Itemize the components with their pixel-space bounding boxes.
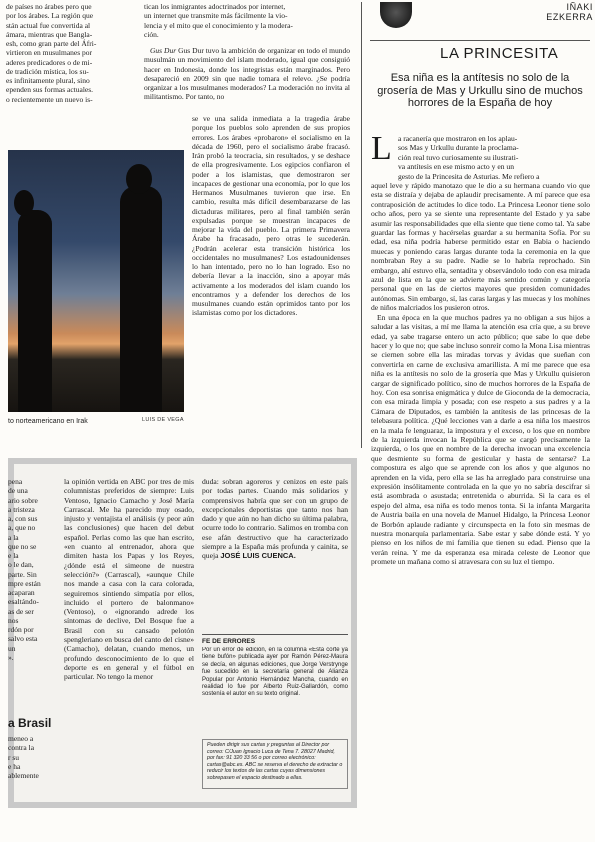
dropcap: L [371,130,392,167]
letters-col0-line: esaltándo- [8,597,39,607]
letters-col0-bottom-line: ablemente [8,771,39,780]
left-article-line: es infinitamente plural, sino [6,76,90,85]
letter-continuation: duda: sobran agoreros y cenizos en este país por todas partes. Cuando más solidarios y comprensivos habría que ser con un grupo de excepcionales deportistas que tanto nos han dado y que aún no han dicho su última palabra, ocurre todo lo contrario. Salimos en tromba con ese afán destructivo que ha caracterizado siempre a la España más profunda y cainita, se queja [202,477,348,561]
photo-caption: to norteamericano en Irak [8,418,88,425]
letters-col0-bottom-line: r su [8,752,20,762]
author-last-name: EZKERRA [546,12,593,22]
section-title: LA PRINCESITA [440,45,559,62]
author-byline [513,2,593,22]
right-article-intro-line: va antítesis en ese mismo acto y en un [398,162,514,172]
letters-col0-line: e la [8,551,19,560]
letters-col0-line: salvo esta [8,634,38,644]
left-article-col2-p2: Gus Dur Gus Dur tuvo la ambición de organizar en todo el mundo musulmán un movimiento del islam moderado, igual que consiguió hacer en Indonesia, donde los integristas están marginados. Pero desapareció en 2009 sin que nadie tomara el relevo. ¿Se podría organizar a los musulmanes moderados? La moderación no invita al militantismo. Por tanto, no [144,46,350,102]
errata-text [202,647,348,735]
left-article-col2-p3 [192,114,350,432]
left-article-col2-top [144,2,350,50]
letters-info-box [202,739,348,789]
letters-col0-line: ». [8,652,14,662]
arab-paragraph: se ve una salida inmediata a la tragedia árabe porque los pueblos solo aprenden de sus propios errores. Los árabes «probaron» el socialismo en la década de 1960, pero el socialismo árabe fracasó. Irán probó la teocracia, sin resultados, y se deshace de ella progresivamente. Los egipcios confiaron el poder a los islamistas, que demostraron ser incapaces de gestionar una economía, por lo que los Hermanos Musulmanes tuvieron que irse. En cambio, resulta más difícil desembarazarse de las dictaduras militares, pero al final también serán expulsadas porque se muestran incapaces de mejorar la vida del pueblo. La primera Primavera Árabe ha fracasado, pero otras le sucederán. ¿Podrán acelerar esta transición histórica los occidentales no musulmanes? Los estadounidenses lo han intentado, pero no lo han logrado. Eso no debería llevar a la inacción, sino a apoyar más activamente a los moderados del islam cuando los encontramos y a defender los derechos de los musulmanes cuando están oprimidos tanto por los islamistas como por los dictadores. [192,114,350,318]
article-subhead: Esa niña es la antítesis no solo de la grosería de Mas y Urkullu sino de muchos horrores de la España de hoy [377,72,583,109]
letters-col0-line: mpre están [8,578,41,588]
left-article-line: de tradición mística, los su- [6,66,89,76]
letters-col0-line: nos [8,615,19,625]
gusdur-paragraph: Gus Dur tuvo la ambición de organizar en todo el mundo musulmán un movimiento del islam moderado, igual que consiguió hacer en Indonesia, donde los integristas están marginados. Pero desapareció en 2009 sin que nadie tomara el relevo. ¿Se podría organizar a los musulmanes moderados? La moderación no invita al militantismo. Por tanto, no [144,46,350,102]
letters-col2 [202,477,348,625]
brasil-heading: a Brasil [8,716,52,730]
soldier-helmet-right [126,164,152,194]
left-article-line: o recientemente un nuevo is- [6,94,93,104]
left-article-line: esh, como gran parte del Áfri- [6,39,97,48]
letter-signature: JOSÉ LUIS CUENCA. [220,551,296,561]
letters-col0-line: de una [8,486,28,496]
right-article-intro-line: ción real tuvo curiosamente su ilustrati- [398,152,519,162]
letters-col0-line: a la [8,532,19,542]
header-rule [370,40,590,41]
right-article-paragraph-1: aquel leve y rápido manotazo que le dio a su hermana cuando vio que esta se distraía y dejaba de aplaudir precisamente. A mí parece que esa contraposición de actitudes lo dice todo. La Princesa Leonor tiene solo ocho años, pero ya se siente una representante del Estado y ya sabe asumir las responsabilidades que ella siente que tiene como tal. Ya sabe guardar las formas y hacérselas guardar a su hermanita Sofía. Por su edad, esa niña podría haberse permitido estar en Babia o haciendo muecas y poniendo caras largas durante toda la ceremonia en la que nombraban Rey a su padre. Nadie se lo habría reprochado. Sin embargo, ahí estuvo ella, sentadita y observándolo todo con esa mirada azul de lista en la que se advierte más sentido común y categoría personal que en las de ciertos mayores que presiden comunidades autónomas. Sin embargo, sí, las caras largas y las muecas y los mohínes de niños malcriados los pusieron otros. [371,181,590,313]
soldier-silhouette-right [120,186,162,412]
author-portrait [380,2,412,28]
letters-col0-line: ario sobre [8,495,38,505]
left-article-col1 [6,2,134,122]
letters-col0-bottom-line: e ha [8,761,21,771]
left-article-line: de países no árabes pero que [6,2,92,11]
right-article-body [371,181,590,825]
letters-col0 [8,477,56,713]
letters-col0-line: que no se [8,541,37,551]
letters-col0-bottom [8,734,56,794]
center-article-line: ción. [144,29,159,39]
letters-info-text: Pueden dirigir sus cartas y preguntas al Director por correo: C/Juan Ignacio Luca de Tena 7. 28027 Madrid, por fax: 91 320 33 56 o por correo electrónico: cartas@abc.es. ABC se reserva el derecho de extractar o reducir los textos de las cartas cuyas dimensiones sobrepasen el espacio destinado a ellas. [207,742,343,781]
letters-col1 [64,477,194,795]
right-article-paragraph-2: En una época en la que muchos padres ya no obligan a sus hijos a saludar a las visitas, a mí me llama la atención esa cría que, a su breve edad, ya sabe tragarse entero un acto público; que sabe lo que debe hacer y lo que no; que sabe incluso sonreír como la Mona Lisa mientras se ciernen sobre ella las miradas torvas y ávidas que sueñan con convertirla en carne de exclusiva amarillista. A mí me parece que esa niña es la antítesis no solo de la grosería que Mas y Urkullu quisieron cargar de significado político, sino de muchos horrores de la España de hoy. Con esa sonrisa enigmática y dulce de Gioconda de la democracia, con esa mirada limpia y posada; con ese respeto a sus padres y a la Cámara de Diputados, es también la antítesis de las princesas de la telebasura política. ¿Qué lecciones van a darle a esa niña los maestros en la mala fe lenguaraz, la impostura y el exceso, o los que en nombre de la izquierda invocan la República que se cargó precisamente la izquierda, o los que en nombre de la derecha invocan una excelencia que desmiente su forma de gesticular y hasta de sentarse? La compostura es algo que se aprende con los años y que algunos no aprenden en la vida, pero ella se las ha arreglado para construirse una expresión insólitamente controlada en la que yo no sabría descifrar si está asombrada o asustada; entretenida o aburrida. Si la cara es el espejo del alma, esa niña es todo menos tonta. Si la infanta Margarita de Austria baila en una novela de Manuel Hidalgo, la Princesa Leonor de Borbón aplaude radiante y circunspecta en la foto sin mesmas de nuestra monarquía parlamentaria. Sabe estar y sabe dónde está. Y yo pienso en los niños de mi familia que tienen su edad. Pienso que la verán reina. Y me da esperanza esa mirada celeste de Leonor que promete un mañana como si atravesara con su luz el tiempo. [371,312,590,567]
errata-paragraph: Por un error de edición, en la columna «Esta corte ya tiene bufón» publicada ayer por Ramón Pérez-Maura se decía, en algunas ediciones, que Jorge Verstrynge fue sucedido en la secretaría general de Alianza Popular por Antonio Hernández Mancha, cuando en realidad lo fue por Alberto Ruiz-Gallardón, como sostenía el autor en su texto original. [202,647,348,698]
right-article-intro-line: a racanería que mostraron en los aplau- [398,134,518,143]
center-article-line: un internet que transmite más fácilmente la vio- [144,11,288,21]
left-article-line: virtieron en musulmanes por [6,48,93,58]
soldier-helmet-left [14,190,34,216]
left-article-line: aderes predicadores o de mi- [6,57,93,67]
right-article-intro-line: gesto de la Princesita de Asturias. Me refiero a [398,171,540,181]
soldier-silhouette-left [18,210,52,412]
soldiers-photo [8,150,184,412]
letters-col0-line: o le dan, [8,560,34,570]
letters-col0-line: as de ser [8,606,34,616]
center-article-line: tican los inmigrantes adoctrinados por internet, [144,2,286,11]
letter-opinion: la opinión vertida en ABC por tres de mis columnistas preferidos de siempre: Luis Ventoso, Ignacio Camacho y José María Carrascal. Me ha parecido muy osado, injusto y ventajista el análisis (y peor aún las conclusiones) que hacen del debut español. Perlas como las que han escrito, «en cuanto al entrenador, ahora que dimiten hasta los Papas y los Reyes, ¿dónde está el simeone de nuestra selección?» (Carrascal), «aunque Chile nos mande a casa con la cara colorada, seguiremos sintiendo simpatía por ellos, incluido el portero de balonmano» (Ventoso), o «ignorando adrede los síntomas de declive, Del Bosque fue a Brasil con su cansado pelotón spengleriano en busca del canto del cisne» (Camacho), delatan, cuando menos, un profundo desconocimiento de lo que el deporte es en general y el fútbol en particular. No tengo la menor [64,477,194,682]
left-article-line: por los árabes. La región que [6,11,94,21]
letters-col0-bottom-line: meneo a [8,734,34,743]
column-divider [361,2,362,448]
letters-col0-line: parte. Sin [8,569,37,579]
letters-col0-line: acaparan [8,588,35,597]
left-article-line: ámara, mientras que Bangla- [6,29,93,39]
right-article-intro-line: sos Mas y Urkullu durante la proclama- [398,143,519,153]
letters-col0-line: pena [8,477,23,486]
errata-rule [202,634,348,635]
left-article-line: ependen sus formas actuales. [6,85,94,95]
letters-col0-bottom-line: contra la [8,743,35,753]
right-article-intro [398,134,590,182]
letters-col0-line: rdón por [8,625,34,634]
letters-col0-line: a, que no [8,523,36,533]
letters-col0-line: a tristeza [8,504,35,514]
center-article-line: lencia y el mito que el conocimiento y la modera- [144,20,293,30]
author-first-name: IÑAKI [566,2,593,12]
errata-title: FE DE ERRORES [202,638,256,645]
letters-col0-line: un [8,643,16,653]
letters-col0-line: a, con sus [8,514,38,523]
left-article-line: stán actual fue convertida al [6,20,91,30]
photo-credit: LUIS DE VEGA [142,417,184,423]
